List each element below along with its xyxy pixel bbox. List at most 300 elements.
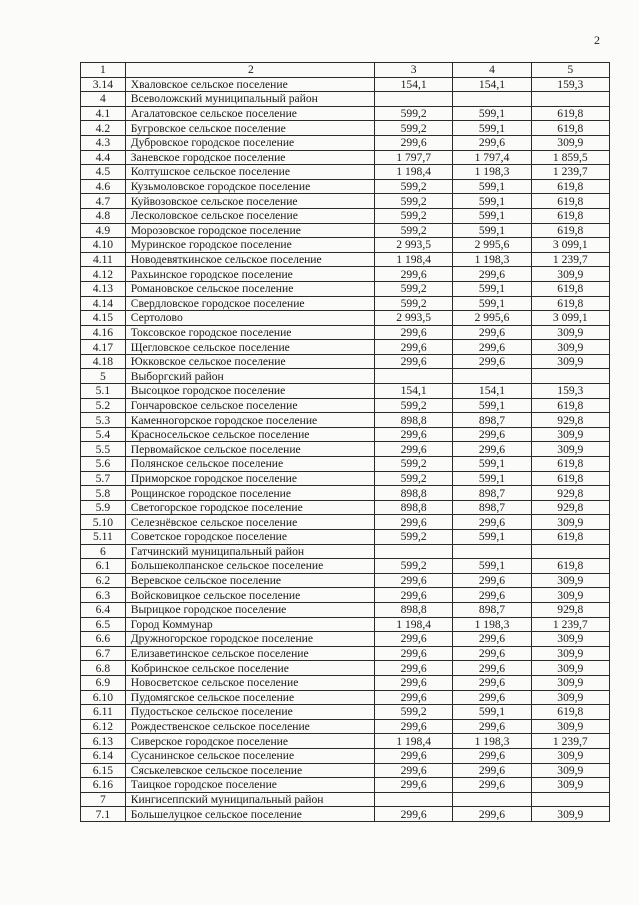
value-col-5: 309,9: [531, 135, 609, 150]
table-row: [81, 179, 610, 194]
row-number: 6.7: [81, 646, 126, 661]
value-col-5: 309,9: [531, 340, 609, 355]
value-col-4: 299,6: [453, 675, 531, 690]
value-col-3: [374, 92, 452, 107]
table-row: [81, 457, 610, 472]
value-col-5: 619,8: [531, 281, 609, 296]
table-row: [81, 223, 610, 238]
value-col-3: 2 993,5: [374, 238, 452, 253]
table-row: [81, 602, 610, 617]
value-col-4: 299,6: [453, 515, 531, 530]
row-number: 6.5: [81, 617, 126, 632]
value-col-3: 599,2: [374, 559, 452, 574]
value-col-4: 299,6: [453, 807, 531, 822]
value-col-5: 309,9: [531, 442, 609, 457]
value-col-3: 154,1: [374, 77, 452, 92]
value-col-4: 599,1: [453, 398, 531, 413]
header-col-2: 2: [125, 63, 374, 78]
settlement-name: Сиверское городское поселение: [125, 734, 374, 749]
value-col-5: 309,9: [531, 763, 609, 778]
value-col-4: [453, 369, 531, 384]
value-col-3: 299,6: [374, 748, 452, 763]
value-col-4: 299,6: [453, 778, 531, 793]
table-row: [81, 573, 610, 588]
table-row: [81, 252, 610, 267]
value-col-4: 299,6: [453, 763, 531, 778]
row-number: 4.9: [81, 223, 126, 238]
settlement-name: Войсковицкое сельское поселение: [125, 588, 374, 603]
settlement-name: Кингисеппский муниципальный район: [125, 792, 374, 807]
settlement-name: Советское городское поселение: [125, 530, 374, 545]
value-col-3: [374, 544, 452, 559]
table-row: [81, 690, 610, 705]
settlement-name: Селезнёвское сельское поселение: [125, 515, 374, 530]
value-col-4: 299,6: [453, 573, 531, 588]
settlement-name: Кобринское сельское поселение: [125, 661, 374, 676]
value-col-5: 619,8: [531, 471, 609, 486]
value-col-5: 619,8: [531, 296, 609, 311]
table-body: [81, 77, 610, 821]
row-number: 4.14: [81, 296, 126, 311]
value-col-3: 299,6: [374, 675, 452, 690]
value-col-3: 599,2: [374, 705, 452, 720]
value-col-5: 309,9: [531, 646, 609, 661]
value-col-5: 309,9: [531, 325, 609, 340]
row-number: 4.3: [81, 135, 126, 150]
table-row: [81, 150, 610, 165]
value-col-5: 309,9: [531, 427, 609, 442]
value-col-3: 599,2: [374, 179, 452, 194]
value-col-4: [453, 792, 531, 807]
value-col-4: 599,1: [453, 457, 531, 472]
value-col-5: 1 239,7: [531, 734, 609, 749]
row-number: 4.4: [81, 150, 126, 165]
table-row: [81, 194, 610, 209]
header-col-1: 1: [81, 63, 126, 78]
table-row: [81, 296, 610, 311]
table-row: [81, 515, 610, 530]
settlement-name: Муринское городское поселение: [125, 238, 374, 253]
row-number: 4.12: [81, 267, 126, 282]
value-col-5: 619,8: [531, 106, 609, 121]
value-col-4: 299,6: [453, 646, 531, 661]
settlement-name: Гончаровское сельское поселение: [125, 398, 374, 413]
row-number: 4.8: [81, 208, 126, 223]
value-col-4: 599,1: [453, 296, 531, 311]
value-col-3: 1 198,4: [374, 252, 452, 267]
row-number: 6: [81, 544, 126, 559]
value-col-4: 1 198,3: [453, 617, 531, 632]
value-col-5: 1 239,7: [531, 165, 609, 180]
value-col-4: 1 797,4: [453, 150, 531, 165]
settlement-name: Дружногорское городское поселение: [125, 632, 374, 647]
value-col-5: 1 859,5: [531, 150, 609, 165]
table-row: [81, 530, 610, 545]
value-col-3: [374, 792, 452, 807]
table-header-row: [81, 63, 610, 78]
table-row: [81, 92, 610, 107]
value-col-3: 599,2: [374, 296, 452, 311]
value-col-5: 619,8: [531, 530, 609, 545]
value-col-5: 309,9: [531, 267, 609, 282]
value-col-3: 898,8: [374, 500, 452, 515]
table-row: [81, 559, 610, 574]
value-col-4: 299,6: [453, 661, 531, 676]
value-col-5: [531, 792, 609, 807]
row-number: 5.2: [81, 398, 126, 413]
table-row: [81, 792, 610, 807]
value-col-3: 299,6: [374, 573, 452, 588]
table-row: [81, 106, 610, 121]
value-col-5: 619,8: [531, 179, 609, 194]
value-col-5: 1 239,7: [531, 252, 609, 267]
value-col-4: 2 995,6: [453, 238, 531, 253]
row-number: 4.10: [81, 238, 126, 253]
settlement-name: Пудомягское сельское поселение: [125, 690, 374, 705]
table-row: [81, 705, 610, 720]
value-col-5: 309,9: [531, 515, 609, 530]
settlement-name: Новосветское сельское поселение: [125, 675, 374, 690]
row-number: 6.16: [81, 778, 126, 793]
value-col-5: [531, 544, 609, 559]
table-row: [81, 734, 610, 749]
settlement-name: Юкковское сельское поселение: [125, 354, 374, 369]
settlement-name: Токсовское городское поселение: [125, 325, 374, 340]
value-col-5: 309,9: [531, 632, 609, 647]
value-col-4: 599,1: [453, 121, 531, 136]
value-col-3: 898,8: [374, 486, 452, 501]
value-col-4: 299,6: [453, 325, 531, 340]
value-col-5: 309,9: [531, 675, 609, 690]
settlement-name: Лесколовское сельское поселение: [125, 208, 374, 223]
row-number: 4: [81, 92, 126, 107]
settlement-name: Приморское городское поселение: [125, 471, 374, 486]
value-col-5: 619,8: [531, 705, 609, 720]
table-row: [81, 121, 610, 136]
value-col-3: 599,2: [374, 121, 452, 136]
row-number: 4.18: [81, 354, 126, 369]
value-col-4: 154,1: [453, 384, 531, 399]
row-number: 6.11: [81, 705, 126, 720]
value-col-3: 599,2: [374, 223, 452, 238]
value-col-4: 599,1: [453, 106, 531, 121]
table-row: [81, 413, 610, 428]
table-row: [81, 807, 610, 822]
settlement-name: Сусанинское сельское поселение: [125, 748, 374, 763]
row-number: 6.12: [81, 719, 126, 734]
row-number: 5.9: [81, 500, 126, 515]
value-col-4: 599,1: [453, 194, 531, 209]
table-row: [81, 617, 610, 632]
value-col-5: 929,8: [531, 500, 609, 515]
table-row: [81, 486, 610, 501]
value-col-3: 299,6: [374, 325, 452, 340]
table-row: [81, 135, 610, 150]
table-row: [81, 471, 610, 486]
settlement-name: Гатчинский муниципальный район: [125, 544, 374, 559]
table-row: [81, 281, 610, 296]
row-number: 4.6: [81, 179, 126, 194]
value-col-3: 1 198,4: [374, 165, 452, 180]
table-row: [81, 675, 610, 690]
row-number: 5.5: [81, 442, 126, 457]
value-col-3: 299,6: [374, 427, 452, 442]
value-col-3: 898,8: [374, 602, 452, 617]
value-col-4: 299,6: [453, 427, 531, 442]
settlement-name: Сяськелевское сельское поселение: [125, 763, 374, 778]
value-col-3: 599,2: [374, 398, 452, 413]
value-col-5: 929,8: [531, 486, 609, 501]
value-col-4: 599,1: [453, 705, 531, 720]
value-col-5: 1 239,7: [531, 617, 609, 632]
value-col-3: [374, 369, 452, 384]
row-number: 5.8: [81, 486, 126, 501]
value-col-4: 299,6: [453, 719, 531, 734]
row-number: 7.1: [81, 807, 126, 822]
value-col-5: 3 099,1: [531, 311, 609, 326]
value-col-3: 299,6: [374, 515, 452, 530]
table-row: [81, 325, 610, 340]
value-col-4: 299,6: [453, 135, 531, 150]
value-col-4: [453, 544, 531, 559]
table-row: [81, 238, 610, 253]
allocation-table: [80, 62, 610, 822]
value-col-3: 299,6: [374, 646, 452, 661]
value-col-4: 599,1: [453, 281, 531, 296]
header-col-3: 3: [374, 63, 452, 78]
value-col-3: 599,2: [374, 471, 452, 486]
value-col-3: 299,6: [374, 661, 452, 676]
row-number: 4.7: [81, 194, 126, 209]
value-col-3: 154,1: [374, 384, 452, 399]
settlement-name: Веревское сельское поселение: [125, 573, 374, 588]
row-number: 4.13: [81, 281, 126, 296]
row-number: 4.16: [81, 325, 126, 340]
settlement-name: Каменногорское городское поселение: [125, 413, 374, 428]
value-col-3: 599,2: [374, 457, 452, 472]
settlement-name: Кузьмоловское городское поселение: [125, 179, 374, 194]
table-row: [81, 544, 610, 559]
value-col-3: 599,2: [374, 194, 452, 209]
value-col-5: 309,9: [531, 690, 609, 705]
value-col-3: 1 797,7: [374, 150, 452, 165]
value-col-4: 299,6: [453, 267, 531, 282]
value-col-5: 619,8: [531, 121, 609, 136]
row-number: 6.6: [81, 632, 126, 647]
value-col-5: [531, 92, 609, 107]
value-col-3: 299,6: [374, 354, 452, 369]
settlement-name: Щегловское сельское поселение: [125, 340, 374, 355]
settlement-name: Выборгский район: [125, 369, 374, 384]
table-row: [81, 354, 610, 369]
value-col-3: 299,6: [374, 763, 452, 778]
settlement-name: Всеволожский муниципальный район: [125, 92, 374, 107]
table-row: [81, 77, 610, 92]
settlement-name: Пудостьское сельское поселение: [125, 705, 374, 720]
row-number: 7: [81, 792, 126, 807]
row-number: 4.1: [81, 106, 126, 121]
value-col-3: 599,2: [374, 208, 452, 223]
value-col-5: 309,9: [531, 354, 609, 369]
row-number: 6.2: [81, 573, 126, 588]
settlement-name: Город Коммунар: [125, 617, 374, 632]
value-col-5: 159,3: [531, 77, 609, 92]
value-col-5: 309,9: [531, 661, 609, 676]
table-row: [81, 165, 610, 180]
settlement-name: Рождественское сельское поселение: [125, 719, 374, 734]
value-col-4: 898,7: [453, 486, 531, 501]
table-row: [81, 500, 610, 515]
value-col-3: 299,6: [374, 690, 452, 705]
row-number: 5.3: [81, 413, 126, 428]
settlement-name: Таицкое городское поселение: [125, 778, 374, 793]
settlement-name: Первомайское сельское поселение: [125, 442, 374, 457]
value-col-3: 299,6: [374, 807, 452, 822]
value-col-4: 898,7: [453, 602, 531, 617]
settlement-name: Вырицкое городское поселение: [125, 602, 374, 617]
value-col-4: 299,6: [453, 442, 531, 457]
value-col-4: 299,6: [453, 340, 531, 355]
row-number: 6.8: [81, 661, 126, 676]
table-row: [81, 369, 610, 384]
row-number: 4.2: [81, 121, 126, 136]
table-row: [81, 384, 610, 399]
table-row: [81, 588, 610, 603]
value-col-5: 309,9: [531, 573, 609, 588]
value-col-3: 599,2: [374, 530, 452, 545]
value-col-5: 619,8: [531, 559, 609, 574]
value-col-3: 299,6: [374, 135, 452, 150]
table-row: [81, 208, 610, 223]
settlement-name: Хваловское сельское поселение: [125, 77, 374, 92]
value-col-5: 309,9: [531, 807, 609, 822]
value-col-4: 299,6: [453, 588, 531, 603]
value-col-4: 299,6: [453, 690, 531, 705]
row-number: 6.13: [81, 734, 126, 749]
table-row: [81, 267, 610, 282]
settlement-name: Рощинское городское поселение: [125, 486, 374, 501]
table-row: [81, 311, 610, 326]
value-col-4: 599,1: [453, 223, 531, 238]
value-col-5: 309,9: [531, 748, 609, 763]
table-row: [81, 442, 610, 457]
value-col-5: 619,8: [531, 208, 609, 223]
value-col-4: 599,1: [453, 530, 531, 545]
row-number: 5: [81, 369, 126, 384]
header-col-5: 5: [531, 63, 609, 78]
value-col-5: 159,3: [531, 384, 609, 399]
settlement-name: Сертолово: [125, 311, 374, 326]
value-col-5: 619,8: [531, 223, 609, 238]
settlement-name: Большеколпанское сельское поселение: [125, 559, 374, 574]
settlement-name: Красносельское сельское поселение: [125, 427, 374, 442]
value-col-3: 299,6: [374, 588, 452, 603]
row-number: 5.1: [81, 384, 126, 399]
value-col-4: 599,1: [453, 179, 531, 194]
value-col-3: 599,2: [374, 281, 452, 296]
row-number: 4.11: [81, 252, 126, 267]
settlement-name: Дубровское городское поселение: [125, 135, 374, 150]
settlement-name: Рахьинское городское поселение: [125, 267, 374, 282]
table-row: [81, 646, 610, 661]
page-number: 2: [594, 33, 600, 47]
value-col-4: 154,1: [453, 77, 531, 92]
row-number: 6.14: [81, 748, 126, 763]
value-col-3: 299,6: [374, 719, 452, 734]
settlement-name: Новодевяткинское сельское поселение: [125, 252, 374, 267]
value-col-5: 309,9: [531, 588, 609, 603]
value-col-4: 1 198,3: [453, 252, 531, 267]
row-number: 5.7: [81, 471, 126, 486]
row-number: 4.15: [81, 311, 126, 326]
table-row: [81, 719, 610, 734]
row-number: 4.17: [81, 340, 126, 355]
value-col-3: 299,6: [374, 267, 452, 282]
row-number: 5.10: [81, 515, 126, 530]
value-col-3: 299,6: [374, 632, 452, 647]
table-row: [81, 427, 610, 442]
settlement-name: Романовское сельское поселение: [125, 281, 374, 296]
value-col-5: 309,9: [531, 719, 609, 734]
value-col-4: 299,6: [453, 354, 531, 369]
value-col-4: 898,7: [453, 413, 531, 428]
table-row: [81, 748, 610, 763]
value-col-4: 599,1: [453, 208, 531, 223]
table-row: [81, 632, 610, 647]
table-row: [81, 763, 610, 778]
settlement-name: Большелуцкое сельское поселение: [125, 807, 374, 822]
value-col-3: 2 993,5: [374, 311, 452, 326]
row-number: 6.4: [81, 602, 126, 617]
value-col-5: 309,9: [531, 778, 609, 793]
value-col-3: 599,2: [374, 106, 452, 121]
settlement-name: Светогорское городское поселение: [125, 500, 374, 515]
value-col-3: 299,6: [374, 778, 452, 793]
table-row: [81, 398, 610, 413]
row-number: 4.5: [81, 165, 126, 180]
settlement-name: Свердловское городское поселение: [125, 296, 374, 311]
value-col-4: 1 198,3: [453, 734, 531, 749]
value-col-3: 1 198,4: [374, 617, 452, 632]
row-number: 3.14: [81, 77, 126, 92]
row-number: 6.15: [81, 763, 126, 778]
value-col-4: [453, 92, 531, 107]
value-col-3: 898,8: [374, 413, 452, 428]
value-col-5: 619,8: [531, 194, 609, 209]
value-col-4: 299,6: [453, 632, 531, 647]
row-number: 5.11: [81, 530, 126, 545]
value-col-5: [531, 369, 609, 384]
row-number: 6.1: [81, 559, 126, 574]
value-col-5: 619,8: [531, 398, 609, 413]
table-row: [81, 661, 610, 676]
value-col-4: 898,7: [453, 500, 531, 515]
table-row: [81, 778, 610, 793]
row-number: 6.9: [81, 675, 126, 690]
table-row: [81, 340, 610, 355]
settlement-name: Морозовское городское поселение: [125, 223, 374, 238]
value-col-4: 599,1: [453, 471, 531, 486]
row-number: 5.4: [81, 427, 126, 442]
value-col-5: 619,8: [531, 457, 609, 472]
value-col-4: 599,1: [453, 559, 531, 574]
row-number: 5.6: [81, 457, 126, 472]
settlement-name: Колтушское сельское поселение: [125, 165, 374, 180]
value-col-5: 929,8: [531, 413, 609, 428]
row-number: 6.10: [81, 690, 126, 705]
settlement-name: Бугровское сельское поселение: [125, 121, 374, 136]
row-number: 6.3: [81, 588, 126, 603]
